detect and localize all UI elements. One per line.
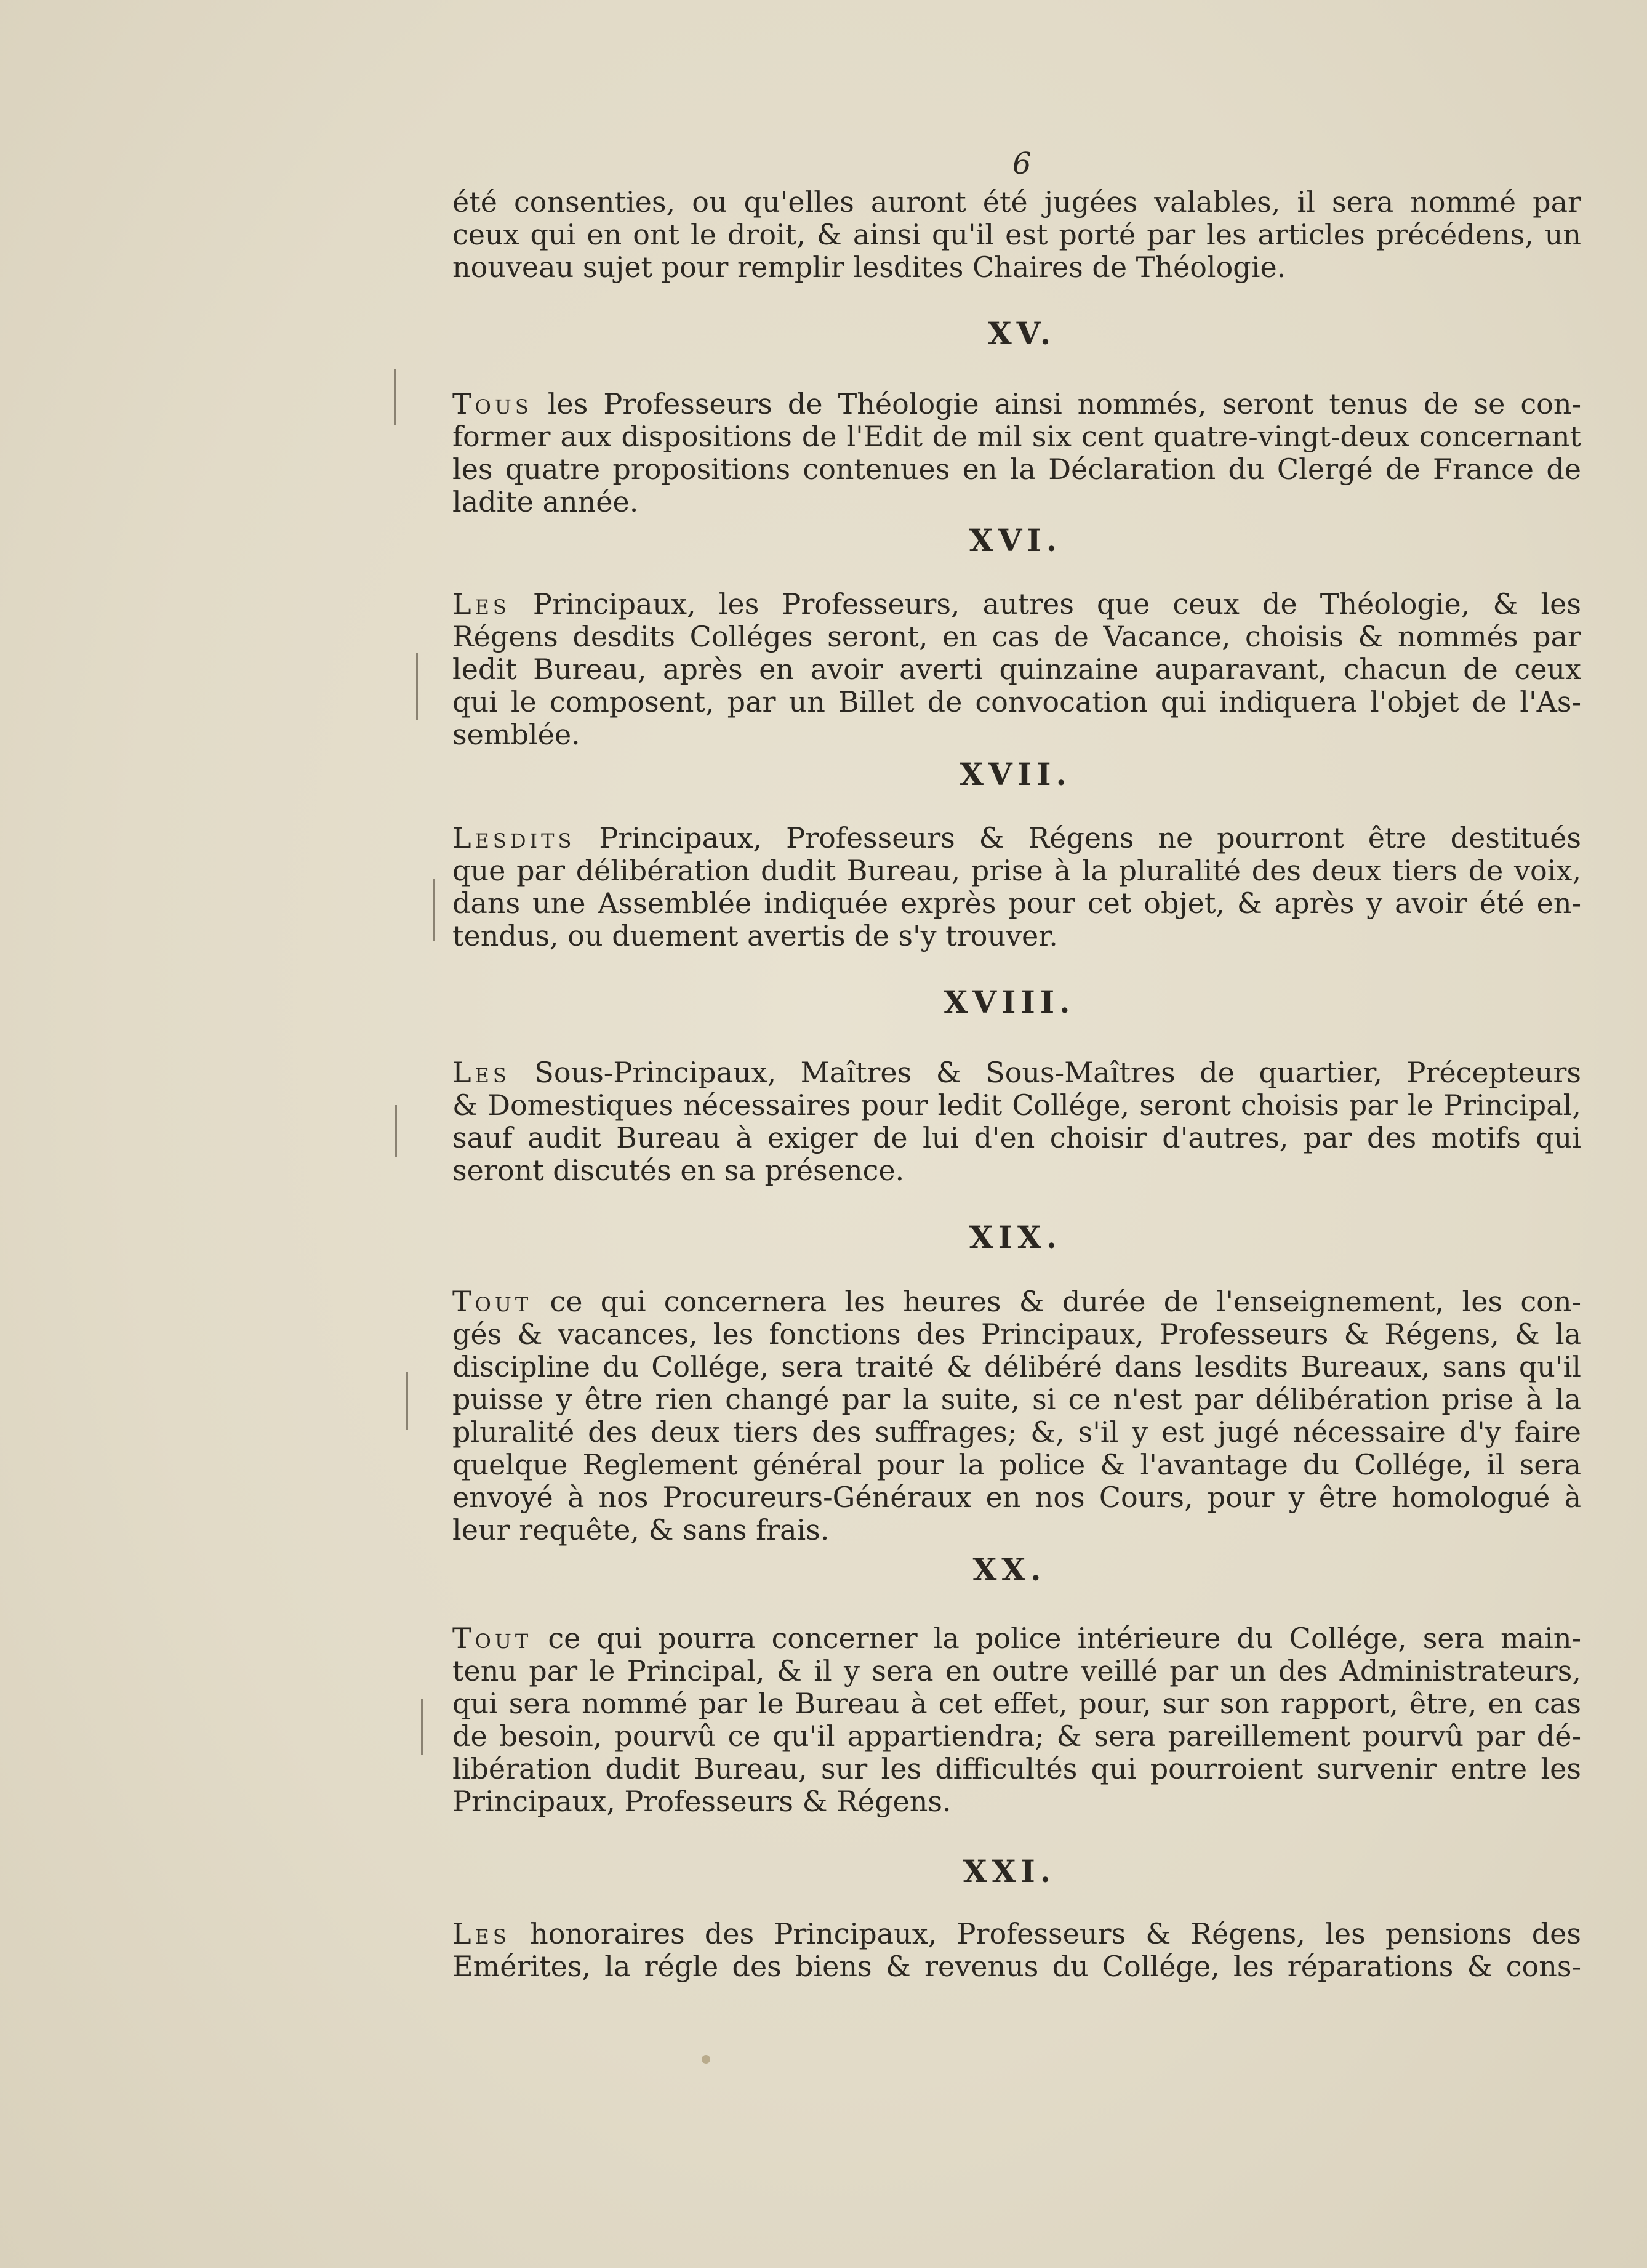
article-paragraph-xx [452, 1622, 1581, 1818]
text-line: tenu par le Principal, & il y sera en outre veillé par un des Administrateurs, [452, 1655, 1581, 1687]
text-line: les quatre propositions contenues en la Déclaration du Clergé de France de [452, 453, 1581, 486]
text-line: quelque Reglement général pour la police & l'avantage du Collége, il sera [452, 1449, 1581, 1481]
text-line: gés & vacances, les fonctions des Principaux, Professeurs & Régens, & la [452, 1318, 1581, 1351]
lead-word: Les [452, 588, 510, 621]
text-line: tendus, ou duement avertis de s'y trouver. [452, 920, 1058, 952]
text-line: pluralité des deux tiers des suffrages; &, s'il y est jugé nécessaire d'y faire [452, 1416, 1581, 1449]
article-paragraph-xvi [452, 588, 1581, 751]
article-paragraph-xxi [452, 1918, 1581, 1983]
text-line: ladite année. [452, 486, 639, 518]
margin-mark [421, 1699, 423, 1755]
article-paragraph-xix [452, 1285, 1581, 1546]
text-line: Les Sous-Principaux, Maîtres & Sous-Maîtres de quartier, Précepteurs [452, 1056, 1581, 1089]
text-line: nouveau sujet pour remplir lesdites Chaires de Théologie. [452, 251, 1286, 284]
margin-mark [416, 653, 418, 720]
text-line: Tout ce qui concernera les heures & durée de l'enseignement, les con- [452, 1285, 1581, 1318]
text-line: de besoin, pourvû ce qu'il appartiendra; & sera pareillement pourvû par dé- [452, 1720, 1581, 1753]
page-number: 6 [1012, 147, 1032, 181]
text-line: qui sera nommé par le Bureau à cet effet, pour, sur son rapport, être, en cas [452, 1687, 1581, 1720]
text-line: Régens desdits Colléges seront, en cas de Vacance, choisis & nommés par [452, 621, 1581, 653]
lead-word: Tout [452, 1622, 532, 1655]
text-line: que par délibération dudit Bureau, prise à la pluralité des deux tiers de voix, [452, 855, 1581, 887]
article-paragraph-xviii [452, 1056, 1581, 1187]
text-line: ledit Bureau, après en avoir averti quinzaine auparavant, chacun de ceux [452, 653, 1581, 686]
text-line: Principaux, Professeurs & Régens. [452, 1785, 952, 1818]
margin-mark [406, 1372, 408, 1430]
article-heading-xvi: XVI. [969, 522, 1062, 558]
text-line: seront discutés en sa présence. [452, 1154, 905, 1187]
text-line: qui le composent, par un Billet de convocation qui indiquera l'objet de l'As- [452, 686, 1581, 718]
article-paragraph-xvii [452, 822, 1581, 952]
article-paragraph-xv [452, 388, 1581, 518]
text-line: dans une Assemblée indiquée exprès pour cet objet, & après y avoir été en- [452, 887, 1581, 920]
text-line: Emérites, la régle des biens & revenus du Collége, les réparations & cons- [452, 1950, 1581, 1983]
text-line: & Domestiques nécessaires pour ledit Collége, seront choisis par le Principal, [452, 1089, 1581, 1122]
paper-stain [702, 2055, 710, 2064]
article-heading-xix: XIX. [969, 1219, 1062, 1255]
text-line: former aux dispositions de l'Edit de mil six cent quatre-vingt-deux concernant [452, 420, 1581, 453]
text-line: Tous les Professeurs de Théologie ainsi nommés, seront tenus de se con- [452, 388, 1581, 420]
text-line: envoyé à nos Procureurs-Généraux en nos Cours, pour y être homologué à [452, 1481, 1581, 1514]
article-heading-xxi: XXI. [963, 1853, 1056, 1889]
article-heading-xvii: XVII. [960, 756, 1072, 792]
lead-word: Les [452, 1918, 510, 1950]
text-line: Les honoraires des Principaux, Professeurs & Régens, les pensions des [452, 1918, 1581, 1950]
text-line: sauf audit Bureau à exiger de lui d'en choisir d'autres, par des motifs qui [452, 1122, 1581, 1154]
article-heading-xx: XX. [972, 1551, 1046, 1588]
margin-mark [395, 1105, 397, 1157]
text-line: puisse y être rien changé par la suite, si ce n'est par délibération prise à la [452, 1383, 1581, 1416]
lead-word: Tous [452, 388, 532, 420]
text-line: discipline du Collége, sera traité & délibéré dans lesdits Bureaux, sans qu'il [452, 1351, 1581, 1383]
lead-word: Tout [452, 1285, 532, 1318]
text-line: libération dudit Bureau, sur les difficultés qui pourroient survenir entre les [452, 1753, 1581, 1785]
text-line: Lesdits Principaux, Professeurs & Régens ne pourront être destitués [452, 822, 1581, 855]
text-line: leur requête, & sans frais. [452, 1514, 830, 1546]
margin-mark [433, 879, 435, 941]
article-heading-xv: XV. [987, 315, 1056, 352]
lead-word: Lesdits [452, 822, 575, 855]
text-line: semblée. [452, 718, 580, 751]
paragraph-continuation [452, 186, 1581, 284]
text-line: Les Principaux, les Professeurs, autres que ceux de Théologie, & les [452, 588, 1581, 621]
article-heading-xviii: XVIII. [944, 984, 1075, 1020]
lead-word: Les [452, 1056, 510, 1089]
text-line: été consenties, ou qu'elles auront été jugées valables, il sera nommé par [452, 186, 1581, 219]
text-line: Tout ce qui pourra concerner la police intérieure du Collége, sera main- [452, 1622, 1581, 1655]
text-line: ceux qui en ont le droit, & ainsi qu'il est porté par les articles précédens, un [452, 219, 1581, 251]
margin-mark [394, 369, 396, 425]
